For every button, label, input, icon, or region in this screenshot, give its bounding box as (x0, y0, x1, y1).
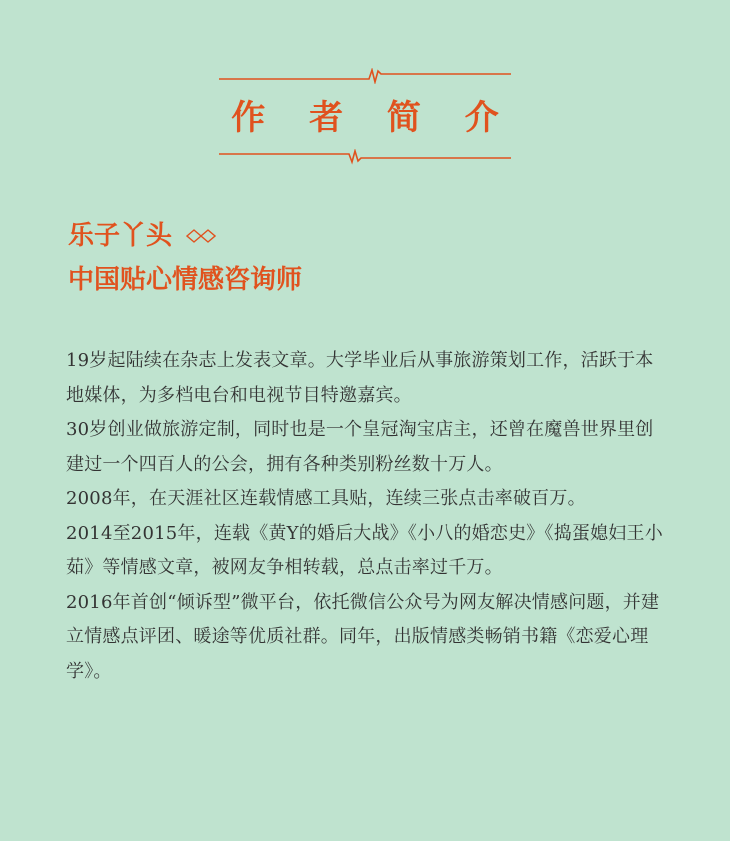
bottom-ornament-line (219, 149, 511, 165)
top-ornament-line (219, 68, 511, 84)
author-name-row (68, 218, 216, 254)
bio-paragraph: 2008年，在天涯社区连载情感工具贴，连续三张点击率破百万。 (66, 488, 586, 509)
bio-paragraph: 19岁起陆续在杂志上发表文章。大学毕业后从事旅游策划工作，活跃于本地媒体，为多档电台和电视节目特邀嘉宾。 (66, 350, 654, 406)
author-title: 中国贴心情感咨询师 (68, 265, 303, 295)
double-diamond-icon (186, 229, 216, 243)
bio-paragraph: 30岁创业做旅游定制，同时也是一个皇冠淘宝店主，还曾在魔兽世界里创建过一个四百人的公会，拥有各种类别粉丝数十万人。 (66, 419, 654, 475)
bio-paragraph: 2016年首创“倾诉型”微平台，依托微信公众号为网友解决情感问题，并建立情感点评团、暖途等优质社群。同年，出版情感类畅销书籍《恋爱心理学》。 (66, 591, 660, 682)
section-title: 作 者 简 介 (231, 98, 515, 138)
bio-body (66, 344, 666, 689)
bio-paragraph: 2014至2015年，连载《黄Y的婚后大战》《小八的婚恋史》《捣蛋媳妇王小茹》等情感文章，被网友争相转载，总点击率过千万。 (66, 522, 663, 578)
author-name: 乐子丫头 (68, 221, 173, 251)
